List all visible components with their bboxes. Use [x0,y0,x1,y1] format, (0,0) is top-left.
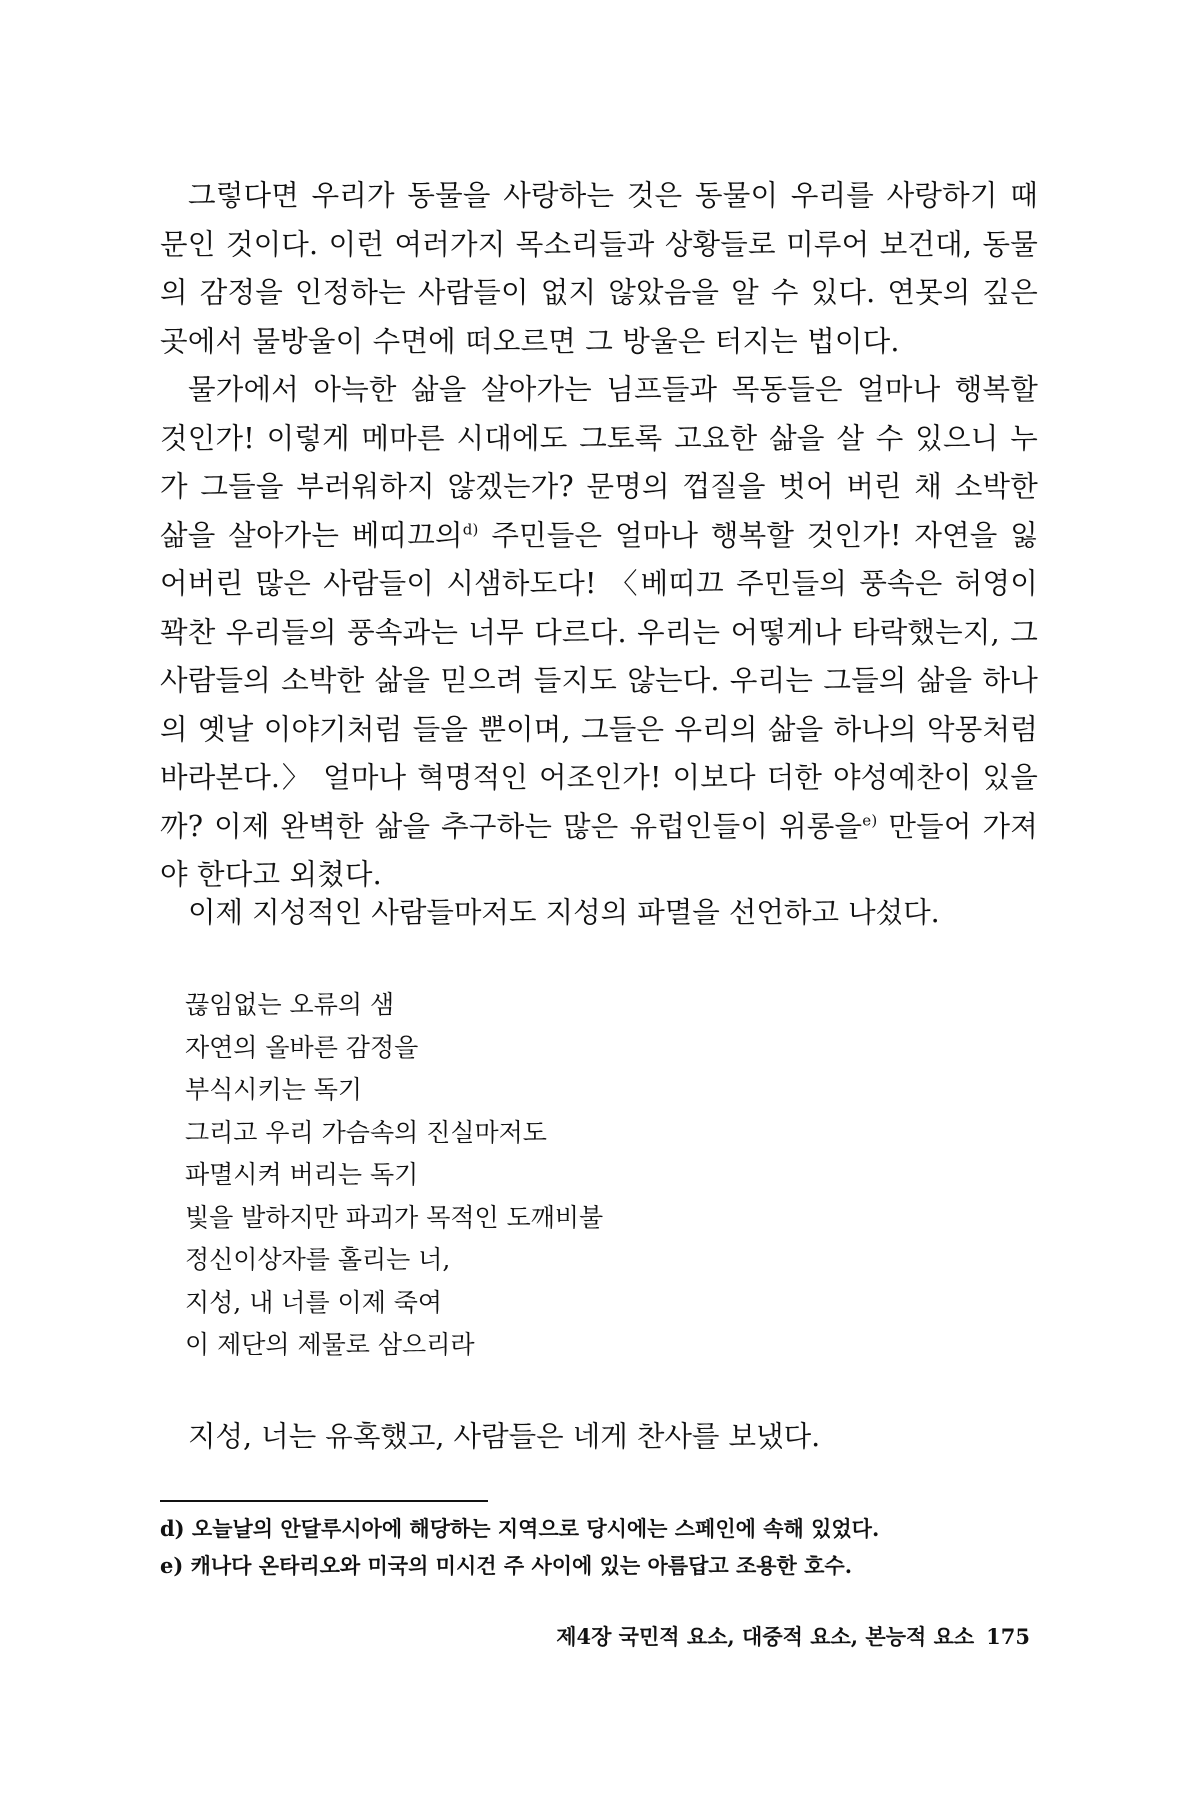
closing-line: 지성, 너는 유혹했고, 사람들은 네게 찬사를 보냈다. [188,1420,821,1453]
footnote-marker-e: e) [862,811,878,829]
poem-line: 빛을 발하지만 파괴가 목적인 도깨비불 [185,1202,604,1232]
footnote-d: d) 오늘날의 안달루시아에 해당하는 지역으로 당시에는 스페인에 속해 있었다. [160,1516,880,1541]
poem-line: 자연의 올바른 감정을 [185,1032,419,1062]
poem-line: 부식시키는 독기 [185,1075,362,1104]
poem-line: 이 제단의 제물로 삼으리라 [185,1330,475,1359]
poem [185,984,603,1367]
poem-line: 파멸시켜 버리는 독기 [185,1160,419,1189]
paragraph-2 [160,366,1038,900]
paragraph-1: 그렇다면 우리가 동물을 사랑하는 것은 동물이 우리를 사랑하기 때문인 것이다. 이런 여러가지 목소리들과 상황들로 미루어 보건대, 동물의 감정을 인정하는 사람들이 없지 않았음을 알 수 있다. 연못의 깊은 곳에서 물방울이 수면에 떠오르면 그 방울은 터지는 법이다. [160,179,1038,358]
poem-line: 끊임없는 오류의 샘 [185,990,395,1019]
running-footer [556,1622,1030,1652]
poem-intro-line: 이제 지성적인 사람들마저도 지성의 파멸을 선언하고 나섰다. [188,896,940,929]
paragraph-2-part-1: 물가에서 아늑한 삶을 살아가는 님프들과 목동들은 얼마나 행복할 것인가! 이렇게 메마른 시대에도 그토록 고요한 삶을 살 수 있으니 누가 그들을 부러워하지 않겠는가? 문명의 껍질을 벗어 버린 채 소박한 삶을 살아가는 베띠끄의 [160,373,1038,552]
paragraph-2-part-2: 주민들은 얼마나 행복할 것인가! 자연을 잃어버린 많은 사람들이 시샘하도다! 〈베띠끄 주민들의 풍속은 허영이 꽉찬 우리들의 풍속과는 너무 다르다. 우리는 어떻게나 타락했는지, 그 사람들의 소박한 삶을 믿으려 들지도 않는다. 우리는 그들의 삶을 하나의 옛날 이야기처럼 들을 뿐이며, 그들은 우리의 삶을 하나의 악몽처럼 바라본다.〉 얼마나 혁명적인 어조인가! 이보다 더한 야성예찬이 있을까? 이제 완벽한 삶을 추구하는 많은 유럽인들이 위롱을 [160,518,1038,843]
chapter-title: 제4장 국민적 요소, 대중적 요소, 본능적 요소 [556,1624,975,1649]
footnote-divider [160,1500,488,1502]
poem-line: 지성, 내 너를 이제 죽여 [185,1287,443,1317]
footnote-marker-d: d) [462,520,479,538]
paragraph-2-part-3: 만들어 가져야 한다고 외쳤다. [160,809,1038,891]
footnotes [160,1510,879,1584]
poem-line: 정신이상자를 홀리는 너, [185,1245,451,1274]
footnote-e: e) 캐나다 온타리오와 미국의 미시건 주 사이에 있는 아름답고 조용한 호수. [160,1553,853,1578]
body-text [160,172,1038,900]
page-number: 175 [986,1624,1030,1649]
poem-line: 그리고 우리 가슴속의 진실마저도 [185,1117,547,1147]
